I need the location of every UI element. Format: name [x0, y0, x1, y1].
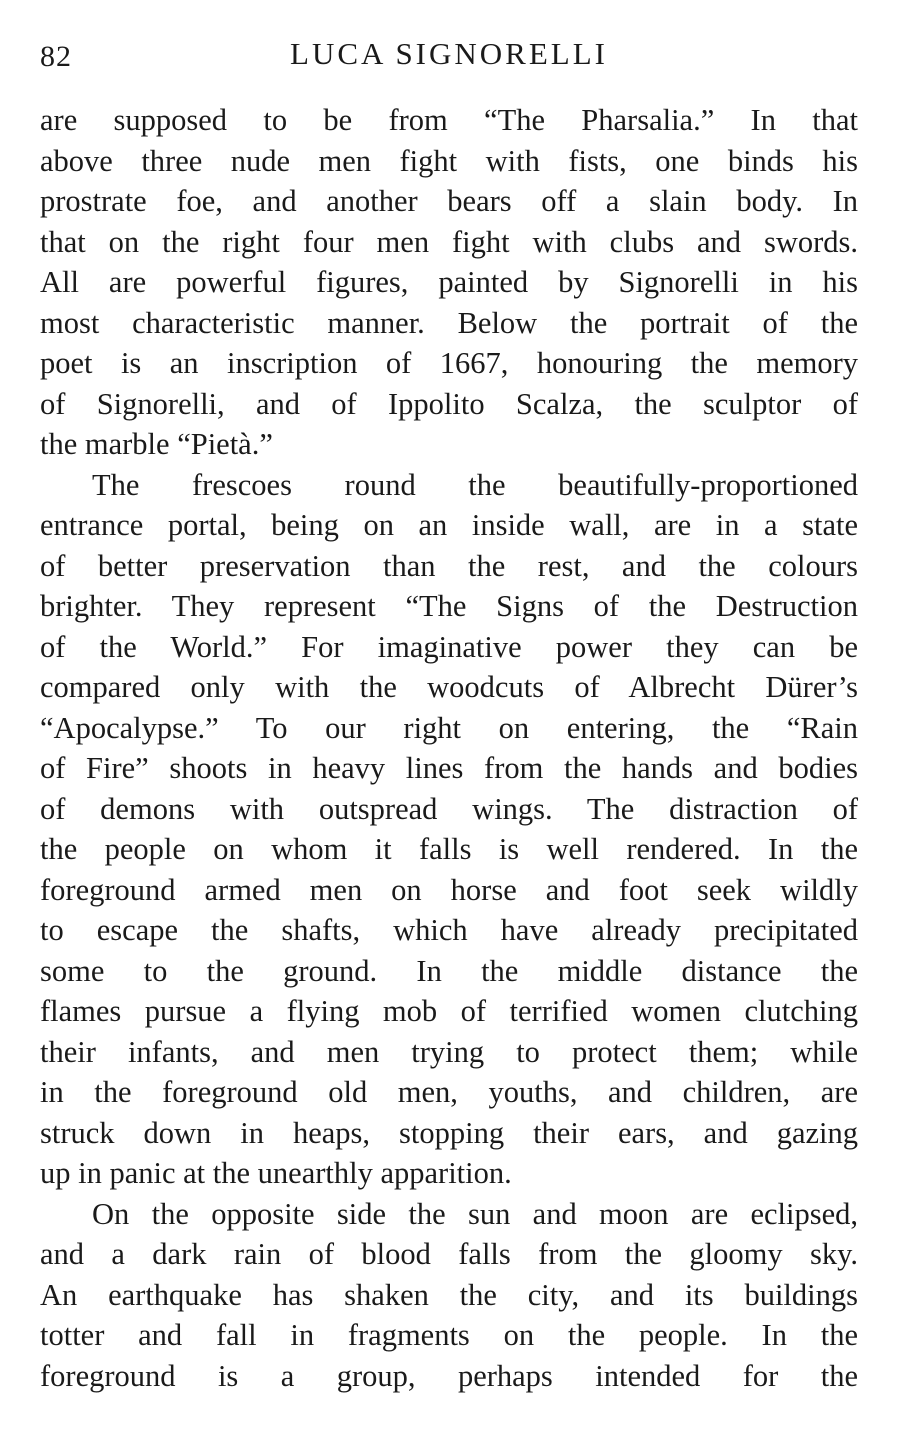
text-line: poet is an inscription of 1667, honouring the memory [40, 346, 858, 380]
text-line: to escape the shafts, which have already precipitated [40, 913, 858, 947]
text-line: struck down in heaps, stopping their ears, and gazing [40, 1115, 858, 1150]
text-line: foreground armed men on horse and foot seek wildly [40, 872, 858, 907]
page-number: 82 [40, 40, 72, 73]
text-line: some to the ground. In the middle distance the [40, 953, 858, 988]
paragraph-2 [40, 465, 858, 1194]
text-line: On the opposite side the sun and moon are eclipsed, [92, 1196, 858, 1231]
text-line: “Apocalypse.” To our right on entering, the “Rain [40, 710, 858, 745]
paragraph-1 [40, 100, 858, 465]
text-line: that on the right four men fight with clubs and swords. [40, 224, 858, 259]
text-line: are supposed to be from “The Pharsalia.” In that [40, 103, 858, 137]
text-line: entrance portal, being on an inside wall, are in a state [40, 508, 858, 542]
body-text [40, 100, 858, 1396]
book-page [40, 0, 858, 1436]
text-line: up in panic at the unearthly apparition. [40, 1156, 512, 1190]
text-line: prostrate foe, and another bears off a slain body. In [40, 184, 858, 218]
text-line: in the foreground old men, youths, and children, are [40, 1075, 858, 1109]
running-head [40, 30, 858, 74]
text-line: totter and fall in fragments on the people. In the [40, 1318, 858, 1352]
text-line: An earthquake has shaken the city, and its buildings [40, 1277, 858, 1312]
text-line: foreground is a group, perhaps intended for the [40, 1358, 858, 1393]
text-line: the people on whom it falls is well rendered. In the [40, 832, 858, 866]
text-line: The frescoes round the beautifully-proportioned [92, 467, 858, 502]
paragraph-3 [40, 1194, 858, 1397]
text-line: their infants, and men trying to protect them; while [40, 1034, 858, 1069]
text-line: brighter. They represent “The Signs of the Destruction [40, 589, 858, 623]
text-line: and a dark rain of blood falls from the gloomy sky. [40, 1237, 858, 1271]
text-line: above three nude men fight with fists, one binds his [40, 143, 858, 178]
text-line: the marble “Pietà.” [40, 427, 273, 461]
running-title: LUCA SIGNORELLI [290, 36, 608, 71]
text-line: flames pursue a flying mob of terrified women clutching [40, 994, 858, 1028]
text-line: of Signorelli, and of Ippolito Scalza, the sculptor of [40, 386, 858, 421]
text-line: of Fire” shoots in heavy lines from the hands and bodies [40, 751, 858, 785]
text-line: of demons with outspread wings. The distraction of [40, 791, 858, 826]
text-line: of better preservation than the rest, and the colours [40, 548, 858, 583]
text-line: All are powerful figures, painted by Signorelli in his [40, 265, 858, 299]
text-line: compared only with the woodcuts of Albrecht Dürer’s [40, 670, 858, 704]
text-line: of the World.” For imaginative power they can be [40, 629, 858, 664]
text-line: most characteristic manner. Below the portrait of the [40, 305, 858, 340]
